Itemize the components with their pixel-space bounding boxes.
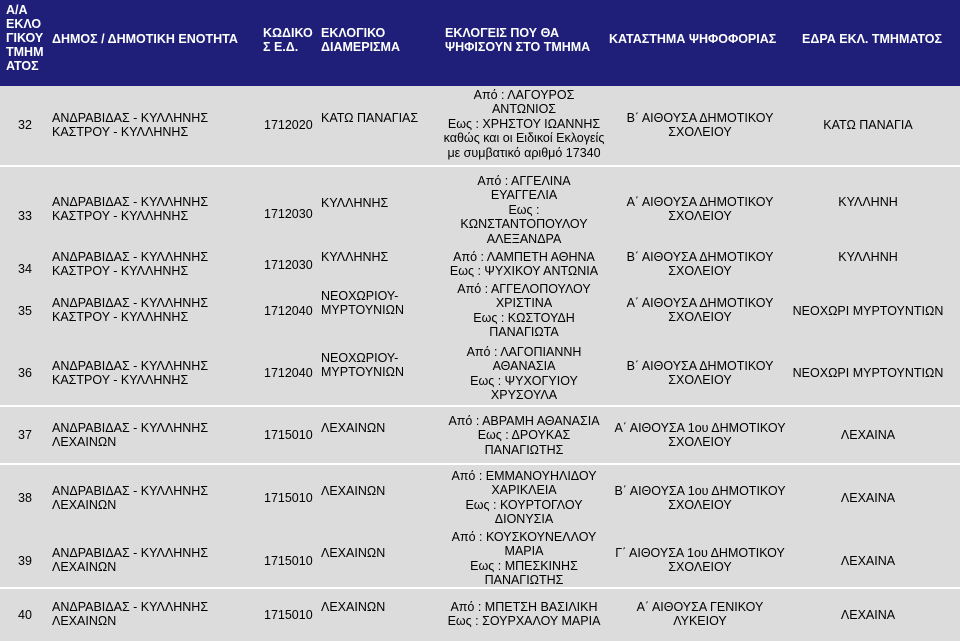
row-seat: ΚΥΛΛΗΝΗ — [838, 250, 898, 264]
row-venue: Γ΄ ΑΙΘΟΥΣΑ 1ου ΔΗΜΟΤΙΚΟΥ ΣΧΟΛΕΙΟΥ — [615, 546, 785, 575]
row-code: 1715010 — [264, 608, 313, 622]
row-municipality: ΑΝΔΡΑΒΙΔΑΣ - ΚΥΛΛΗΝΗΣ ΛΕΧΑΙΝΩΝ — [52, 484, 209, 513]
row-district: ΝΕΟΧΩΡΙΟΥ- ΜΥΡΤΟΥΝΙΩΝ — [321, 351, 405, 380]
header-code: ΚΩΔΙΚΟ Σ Ε.Δ. — [263, 26, 313, 54]
row-voters: Από : ΛΑΓΟΠΙΑΝΝΗ ΑΘΑΝΑΣΙΑ Εως : ΨΥΧΟΓΥΙΟΥ ΧΡΥΣΟΥΛΑ — [466, 345, 582, 403]
row-number: 36 — [18, 366, 32, 380]
row-number: 39 — [18, 554, 32, 568]
row-municipality: ΑΝΔΡΑΒΙΔΑΣ - ΚΥΛΛΗΝΗΣ ΛΕΧΑΙΝΩΝ — [52, 600, 209, 629]
row-seat: ΚΥΛΛΗΝΗ — [838, 195, 898, 209]
row-municipality: ΑΝΔΡΑΒΙΔΑΣ - ΚΥΛΛΗΝΗΣ ΛΕΧΑΙΝΩΝ — [52, 546, 209, 575]
row-municipality: ΑΝΔΡΑΒΙΔΑΣ - ΚΥΛΛΗΝΗΣ ΚΑΣΤΡΟΥ - ΚΥΛΛΗΝΗΣ — [52, 296, 209, 325]
row-district: ΛΕΧΑΙΝΩΝ — [321, 546, 386, 560]
row-seat: ΛΕΧΑΙΝΑ — [840, 554, 896, 568]
row-voters: Από : ΑΓΓΕΛΙΝΑ ΕΥΑΓΓΕΛΙΑ Εως : ΚΩΝΣΤΑΝΤΟΠΟΥΛΟΥ ΑΛΕΞΑΝΔΡΑ — [460, 174, 588, 246]
row-code: 1715010 — [264, 554, 313, 568]
row-seat: ΛΕΧΑΙΝΑ — [840, 428, 896, 442]
row-municipality: ΑΝΔΡΑΒΙΔΑΣ - ΚΥΛΛΗΝΗΣ ΚΑΣΤΡΟΥ - ΚΥΛΛΗΝΗΣ — [52, 195, 209, 224]
row-venue: Β΄ ΑΙΘΟΥΣΑ ΔΗΜΟΤΙΚΟΥ ΣΧΟΛΕΙΟΥ — [626, 359, 774, 388]
row-seat: ΚΑΤΩ ΠΑΝΑΓΙΑ — [823, 118, 913, 132]
row-venue: Β΄ ΑΙΘΟΥΣΑ ΔΗΜΟΤΙΚΟΥ ΣΧΟΛΕΙΟΥ — [626, 250, 774, 279]
row-venue: Β΄ ΑΙΘΟΥΣΑ ΔΗΜΟΤΙΚΟΥ ΣΧΟΛΕΙΟΥ — [626, 111, 774, 140]
row-voters: Από : ΕΜΜΑΝΟΥΗΛΙΔΟΥ ΧΑΡΙΚΛΕΙΑ Εως : ΚΟΥΡΤΟΓΛΟΥ ΔΙΟΝΥΣΙΑ — [451, 469, 597, 527]
row-seat: ΛΕΧΑΙΝΑ — [840, 491, 896, 505]
row-number: 40 — [18, 608, 32, 622]
row-divider — [0, 463, 960, 465]
row-district: ΚΥΛΛΗΝΗΣ — [321, 196, 389, 210]
row-district: ΚΥΛΛΗΝΗΣ — [321, 250, 389, 264]
row-divider — [0, 405, 960, 407]
row-district: ΚΑΤΩ ΠΑΝΑΓΙΑΣ — [321, 111, 419, 125]
row-district: ΛΕΧΑΙΝΩΝ — [321, 600, 386, 614]
row-voters: Από : ΑΓΓΕΛΟΠΟΥΛΟΥ ΧΡΙΣΤΙΝΑ Εως : ΚΩΣΤΟΥΔΗ ΠΑΝΑΓΙΩΤΑ — [457, 282, 591, 340]
row-seat: ΝΕΟΧΩΡΙ ΜΥΡΤΟΥΝΤΙΩΝ — [792, 304, 944, 318]
header-seat: ΕΔΡΑ ΕΚΛ. ΤΜΗΜΑΤΟΣ — [802, 32, 942, 46]
row-venue: Α΄ ΑΙΘΟΥΣΑ ΔΗΜΟΤΙΚΟΥ ΣΧΟΛΕΙΟΥ — [626, 195, 774, 224]
row-number: 37 — [18, 428, 32, 442]
table-header — [0, 0, 960, 86]
header-venue: ΚΑΤΑΣΤΗΜΑ ΨΗΦΟΦΟΡΙΑΣ — [609, 32, 777, 46]
row-seat: ΛΕΧΑΙΝΑ — [840, 608, 896, 622]
row-voters: Από : ΜΠΕΤΣΗ ΒΑΣΙΛΙΚΗ Εως : ΣΟΥΡΧΑΛΟΥ ΜΑΡΙΑ — [447, 600, 601, 629]
row-district: ΝΕΟΧΩΡΙΟΥ- ΜΥΡΤΟΥΝΙΩΝ — [321, 289, 405, 318]
row-divider — [0, 165, 960, 167]
row-number: 38 — [18, 491, 32, 505]
row-municipality: ΑΝΔΡΑΒΙΔΑΣ - ΚΥΛΛΗΝΗΣ ΚΑΣΤΡΟΥ - ΚΥΛΛΗΝΗΣ — [52, 250, 209, 279]
row-code: 1712040 — [264, 366, 313, 380]
header-number: Α/Α ΕΚΛΟ ΓΙΚΟΥ ΤΜΗΜ ΑΤΟΣ — [6, 3, 44, 73]
row-number: 34 — [18, 262, 32, 276]
header-municipality: ΔΗΜΟΣ / ΔΗΜΟΤΙΚΗ ΕΝΟΤΗΤΑ — [52, 32, 238, 46]
row-number: 35 — [18, 304, 32, 318]
row-code: 1712020 — [264, 118, 313, 132]
row-seat: ΝΕΟΧΩΡΙ ΜΥΡΤΟΥΝΤΙΩΝ — [792, 366, 944, 380]
row-number: 33 — [18, 209, 32, 223]
row-venue: Α΄ ΑΙΘΟΥΣΑ ΔΗΜΟΤΙΚΟΥ ΣΧΟΛΕΙΟΥ — [626, 296, 774, 325]
row-venue: Α΄ ΑΙΘΟΥΣΑ 1ου ΔΗΜΟΤΙΚΟΥ ΣΧΟΛΕΙΟΥ — [614, 421, 786, 450]
row-code: 1715010 — [264, 428, 313, 442]
row-venue: Α΄ ΑΙΘΟΥΣΑ ΓΕΝΙΚΟΥ ΛΥΚΕΙΟΥ — [636, 600, 764, 629]
row-municipality: ΑΝΔΡΑΒΙΔΑΣ - ΚΥΛΛΗΝΗΣ ΚΑΣΤΡΟΥ - ΚΥΛΛΗΝΗΣ — [52, 359, 209, 388]
row-voters: Από : ΛΑΜΠΕΤΗ ΑΘΗΝΑ Εως : ΨΥΧΙΚΟΥ ΑΝΤΩΝΙΑ — [449, 250, 599, 279]
row-venue: Β΄ ΑΙΘΟΥΣΑ 1ου ΔΗΜΟΤΙΚΟΥ ΣΧΟΛΕΙΟΥ — [614, 484, 786, 513]
row-voters: Από : ΚΟΥΣΚΟΥΝΕΛΛΟΥ ΜΑΡΙΑ Εως : ΜΠΕΣΚΙΝΗΣ ΠΑΝΑΓΙΩΤΗΣ — [451, 530, 597, 588]
row-voters: Από : ΑΒΡΑΜΗ ΑΘΑΝΑΣΙΑ Εως : ΔΡΟΥΚΑΣ ΠΑΝΑΓΙΩΤΗΣ — [448, 414, 600, 457]
row-code: 1712030 — [264, 258, 313, 272]
row-district: ΛΕΧΑΙΝΩΝ — [321, 421, 386, 435]
row-district: ΛΕΧΑΙΝΩΝ — [321, 484, 386, 498]
row-municipality: ΑΝΔΡΑΒΙΔΑΣ - ΚΥΛΛΗΝΗΣ ΚΑΣΤΡΟΥ - ΚΥΛΛΗΝΗΣ — [52, 111, 209, 140]
row-number: 32 — [18, 118, 32, 132]
row-municipality: ΑΝΔΡΑΒΙΔΑΣ - ΚΥΛΛΗΝΗΣ ΛΕΧΑΙΝΩΝ — [52, 421, 209, 450]
header-voters: ΕΚΛΟΓΕΙΣ ΠΟΥ ΘΑ ΨΗΦΙΣΟΥΝ ΣΤΟ ΤΜΗΜΑ — [445, 26, 591, 54]
row-code: 1712030 — [264, 207, 313, 221]
row-code: 1715010 — [264, 491, 313, 505]
row-code: 1712040 — [264, 304, 313, 318]
row-voters: Από : ΛΑΓΟΥΡΟΣ ΑΝΤΩΝΙΟΣ Εως : ΧΡΗΣΤΟΥ ΙΩΑΝΝΗΣ καθώς και οι Ειδικοί Εκλογείς με συμβατικό αριθμό 17340 — [443, 88, 605, 160]
header-district: ΕΚΛΟΓΙΚΟ ΔΙΑΜΕΡΙΣΜΑ — [321, 26, 400, 54]
